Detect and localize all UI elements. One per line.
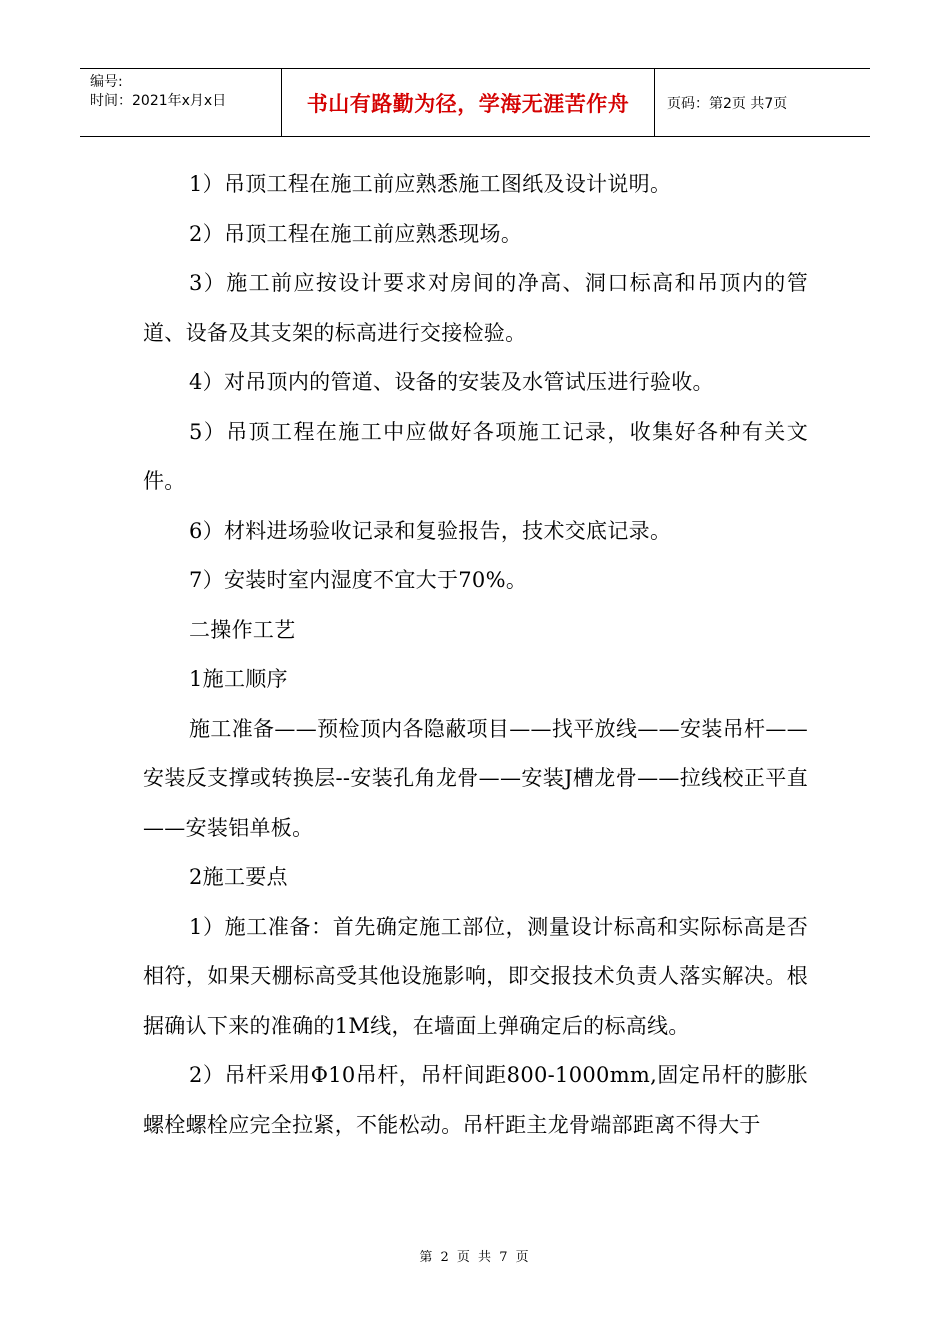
document-body (143, 160, 808, 1150)
subsection-heading: 1施工顺序 (189, 667, 288, 691)
header-motto: 书山有路勤为径，学海无涯苦作舟 (306, 91, 630, 116)
page-footer: 第 2 页 共 7 页 (419, 1250, 531, 1265)
paragraph: 1）施工准备：首先确定施工部位，测量设计标高和实际标高是否相符，如果天棚标高受其他设施影响，即交报技术负责人落实解决。根据确认下来的准确的1M线，在墙面上弹确定后的标高线。 (143, 914, 808, 1038)
header-page-info: 页码：第2页 共7页 (667, 95, 788, 112)
date-label: 时间：2021年x月x日 (90, 93, 227, 109)
paragraph: 施工准备——预检顶内各隐蔽项目——找平放线——安装吊杆——安装反支撑或转换层--安装孔角龙骨——安装J槽龙骨——拉线校正平直——安装铝单板。 (143, 716, 808, 840)
paragraph: 4）对吊顶内的管道、设备的安装及水管试压进行验收。 (189, 370, 714, 394)
paragraph: 6）材料进场验收记录和复验报告，技术交底记录。 (189, 518, 672, 543)
serial-number-label: 编号: (90, 74, 123, 90)
header-motto-cell (282, 69, 655, 136)
section-heading: 二操作工艺 (189, 617, 296, 642)
header-meta (80, 69, 282, 136)
page-header (80, 68, 870, 137)
paragraph: 3）施工前应按设计要求对房间的净高、洞口标高和吊顶内的管道、设备及其支架的标高进行交接检验。 (143, 271, 808, 345)
paragraph: 2）吊顶工程在施工前应熟悉现场。 (189, 221, 523, 246)
paragraph: 5）吊顶工程在施工中应做好各项施工记录，收集好各种有关文件。 (143, 419, 808, 493)
subsection-heading: 2施工要点 (189, 865, 288, 889)
paragraph: 1）吊顶工程在施工前应熟悉施工图纸及设计说明。 (189, 172, 672, 196)
paragraph: 7）安装时室内湿度不宜大于70%。 (189, 568, 528, 592)
paragraph: 2）吊杆采用Φ10吊杆，吊杆间距800-1000mm,固定吊杆的膨胀螺栓螺栓应完全拉紧，不能松动。吊杆距主龙骨端部距离不得大于 (143, 1063, 808, 1137)
